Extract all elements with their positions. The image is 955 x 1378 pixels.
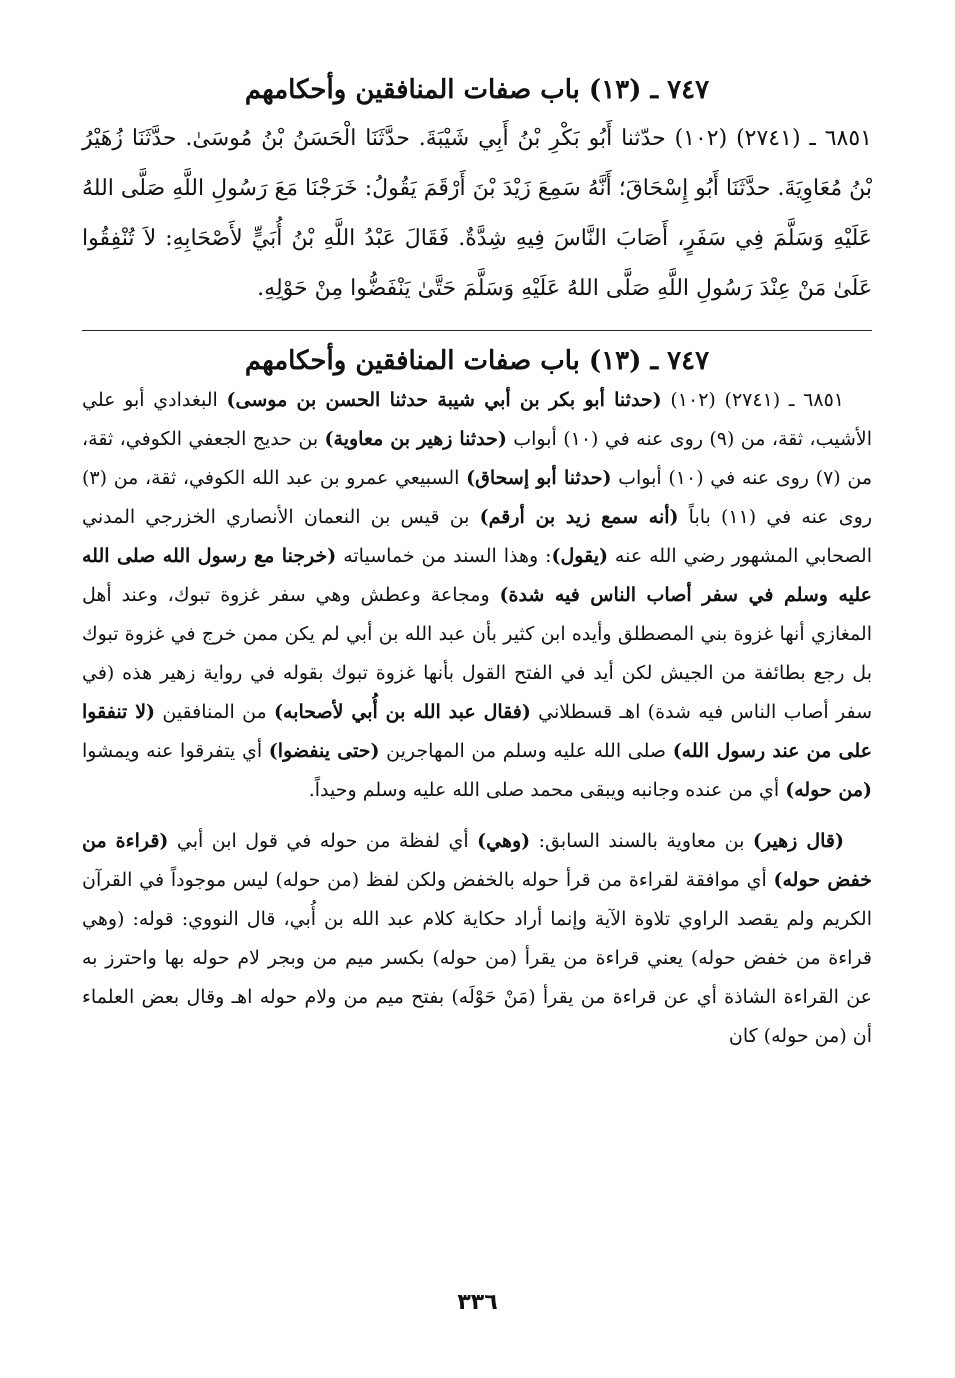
commentary-segment: : وهذا السند من خماسياته: [336, 545, 552, 567]
commentary-segment: أي لفظة من حوله في قول ابن أبي: [168, 830, 478, 852]
commentary-paragraph-1: [82, 381, 872, 810]
quoted-hadith-segment: (حدثنا أبو بكر بن أبي شيبة حدثنا الحسن بن موسى): [226, 389, 662, 411]
quoted-hadith-segment: (أنه سمع زيد بن أرقم): [479, 506, 679, 528]
quoted-hadith-segment: (حدثنا زهير بن معاوية): [324, 428, 507, 450]
quoted-hadith-segment: (قراءة من خفض حوله): [82, 830, 872, 891]
commentary-segment: صلى الله عليه وسلم من المهاجرين: [379, 740, 673, 762]
hadith-text: ٦٨٥١ ـ (٢٧٤١) (١٠٢) حدّثنا أَبُو بَكْرِ بْنُ أَبِي شَيْبَةَ. حدَّثَنَا الْحَسَنُ بْنُ مُوسَىٰ. حدَّثَنَا زُهَيْرُ بْنُ مُعَاوِيَةَ. حدَّثَنَا أَبُو إِسْحَاقَ؛ أَنَّهُ سَمِعَ زَيْدَ بْنَ أَرْقَمَ يَقُولُ: خَرَجْنَا مَعَ رَسُولِ اللَّهِ صَلَّى اللهُ عَلَيْهِ وَسَلَّمَ فِي سَفَرٍ، أَصَابَ النَّاسَ فِيهِ شِدَّةٌ. فَقَالَ عَبْدُ اللَّهِ بْنُ أُبَيٍّ لأَصْحَابِهِ: لاَ تُنْفِقُوا عَلَىٰ مَنْ عِنْدَ رَسُولِ اللَّهِ صَلَّى اللهُ عَلَيْهِ وَسَلَّمَ حَتَّىٰ يَنْفَضُّوا مِنْ حَوْلِهِ.: [82, 126, 872, 301]
quoted-hadith-segment: (قال زهير): [752, 830, 844, 852]
page-number: ٣٣٦: [457, 1290, 498, 1315]
commentary-segment: ومجاعة وعطش وهي سفر غزوة تبوك، وعند أهل المغازي أنها غزوة بني المصطلق وأيده ابن كثير بأن عبد الله بن أبي لم يكن ممن خرج في غزوة تبوك بل رجع بطائفة من الجيش لكن أيد في الفتح القول بأنها غزوة تبوك بقوله في رواية زهير هذه (في سفر أصاب الناس فيه شدة) اهـ قسطلاني: [82, 584, 872, 723]
quoted-hadith-segment: (وهي): [477, 830, 531, 852]
quoted-hadith-segment: (يقول): [551, 545, 608, 567]
quoted-hadith-segment: (فقال عبد الله بن أُبي لأصحابه): [274, 701, 531, 723]
commentary: [82, 381, 872, 1056]
quoted-hadith-segment: (من حوله): [785, 779, 872, 801]
commentary-segment: بن معاوية بالسند السابق:: [530, 830, 753, 852]
commentary-segment: بن حديج الجعفي الكوفي، ثقة، من (٧) روى عنه في (١٠) أبواب: [82, 428, 872, 489]
commentary-segment: من المنافقين: [155, 701, 275, 723]
commentary-segment: أي موافقة لقراءة من قرأ حوله بالخفض ولكن لفظ (من حوله) ليس موجوداً في القرآن الكريم ولم يقصد الراوي تلاوة الآية وإنما أراد حكاية كلام عبد الله بن أُبي، قال النووي: قوله: (وهي قراءة من خفض حوله) يعني قراءة من يقرأ (من حوله) بكسر ميم من وبجر لام حوله بها واحترز به عن القراءة الشاذة أي عن قراءة من يقرأ (مَنْ حَوْلَه) بفتح ميم من ولام حوله اهـ وقال بعض العلماء أن (من حوله) كان: [82, 869, 872, 1047]
commentary-segment: بن قيس بن النعمان الأنصاري الخزرجي المدني الصحابي المشهور رضي الله عنه: [82, 506, 872, 567]
commentary-segment: السبيعي عمرو بن عبد الله الكوفي، ثقة، من (٣) روى عنه في (١١) باباً: [82, 467, 872, 528]
page-content: [82, 70, 872, 1056]
commentary-segment: ٦٨٥١ ـ (٢٧٤١) (١٠٢): [661, 389, 844, 411]
commentary-segment: أي من عنده وجانبه ويبقى محمد صلى الله عليه وسلم وحيداً.: [308, 779, 786, 801]
quoted-hadith-segment: (خرجنا مع رسول الله صلى الله عليه وسلم في سفر أصاب الناس فيه شدة): [82, 545, 872, 606]
matn-title: ٧٤٧ ـ (١٣) باب صفات المنافقين وأحكامهم: [244, 75, 710, 105]
commentary-segment: البغدادي أبو علي الأشيب، ثقة، من (٩) روى عنه في (١٠) أبواب: [82, 389, 872, 450]
commentary-paragraph-2: [82, 822, 872, 1056]
separator-line: [82, 330, 872, 331]
quoted-hadith-segment: (لا تنفقوا على من عند رسول الله): [82, 701, 872, 762]
quoted-hadith-segment: (حدثنا أبو إسحاق): [466, 467, 612, 489]
commentary-segment: أي يتفرقوا عنه ويمشوا: [82, 740, 269, 762]
quoted-hadith-segment: (حتى ينفضوا): [268, 740, 380, 762]
sharh-title: ٧٤٧ ـ (١٣) باب صفات المنافقين وأحكامهم: [244, 346, 710, 376]
